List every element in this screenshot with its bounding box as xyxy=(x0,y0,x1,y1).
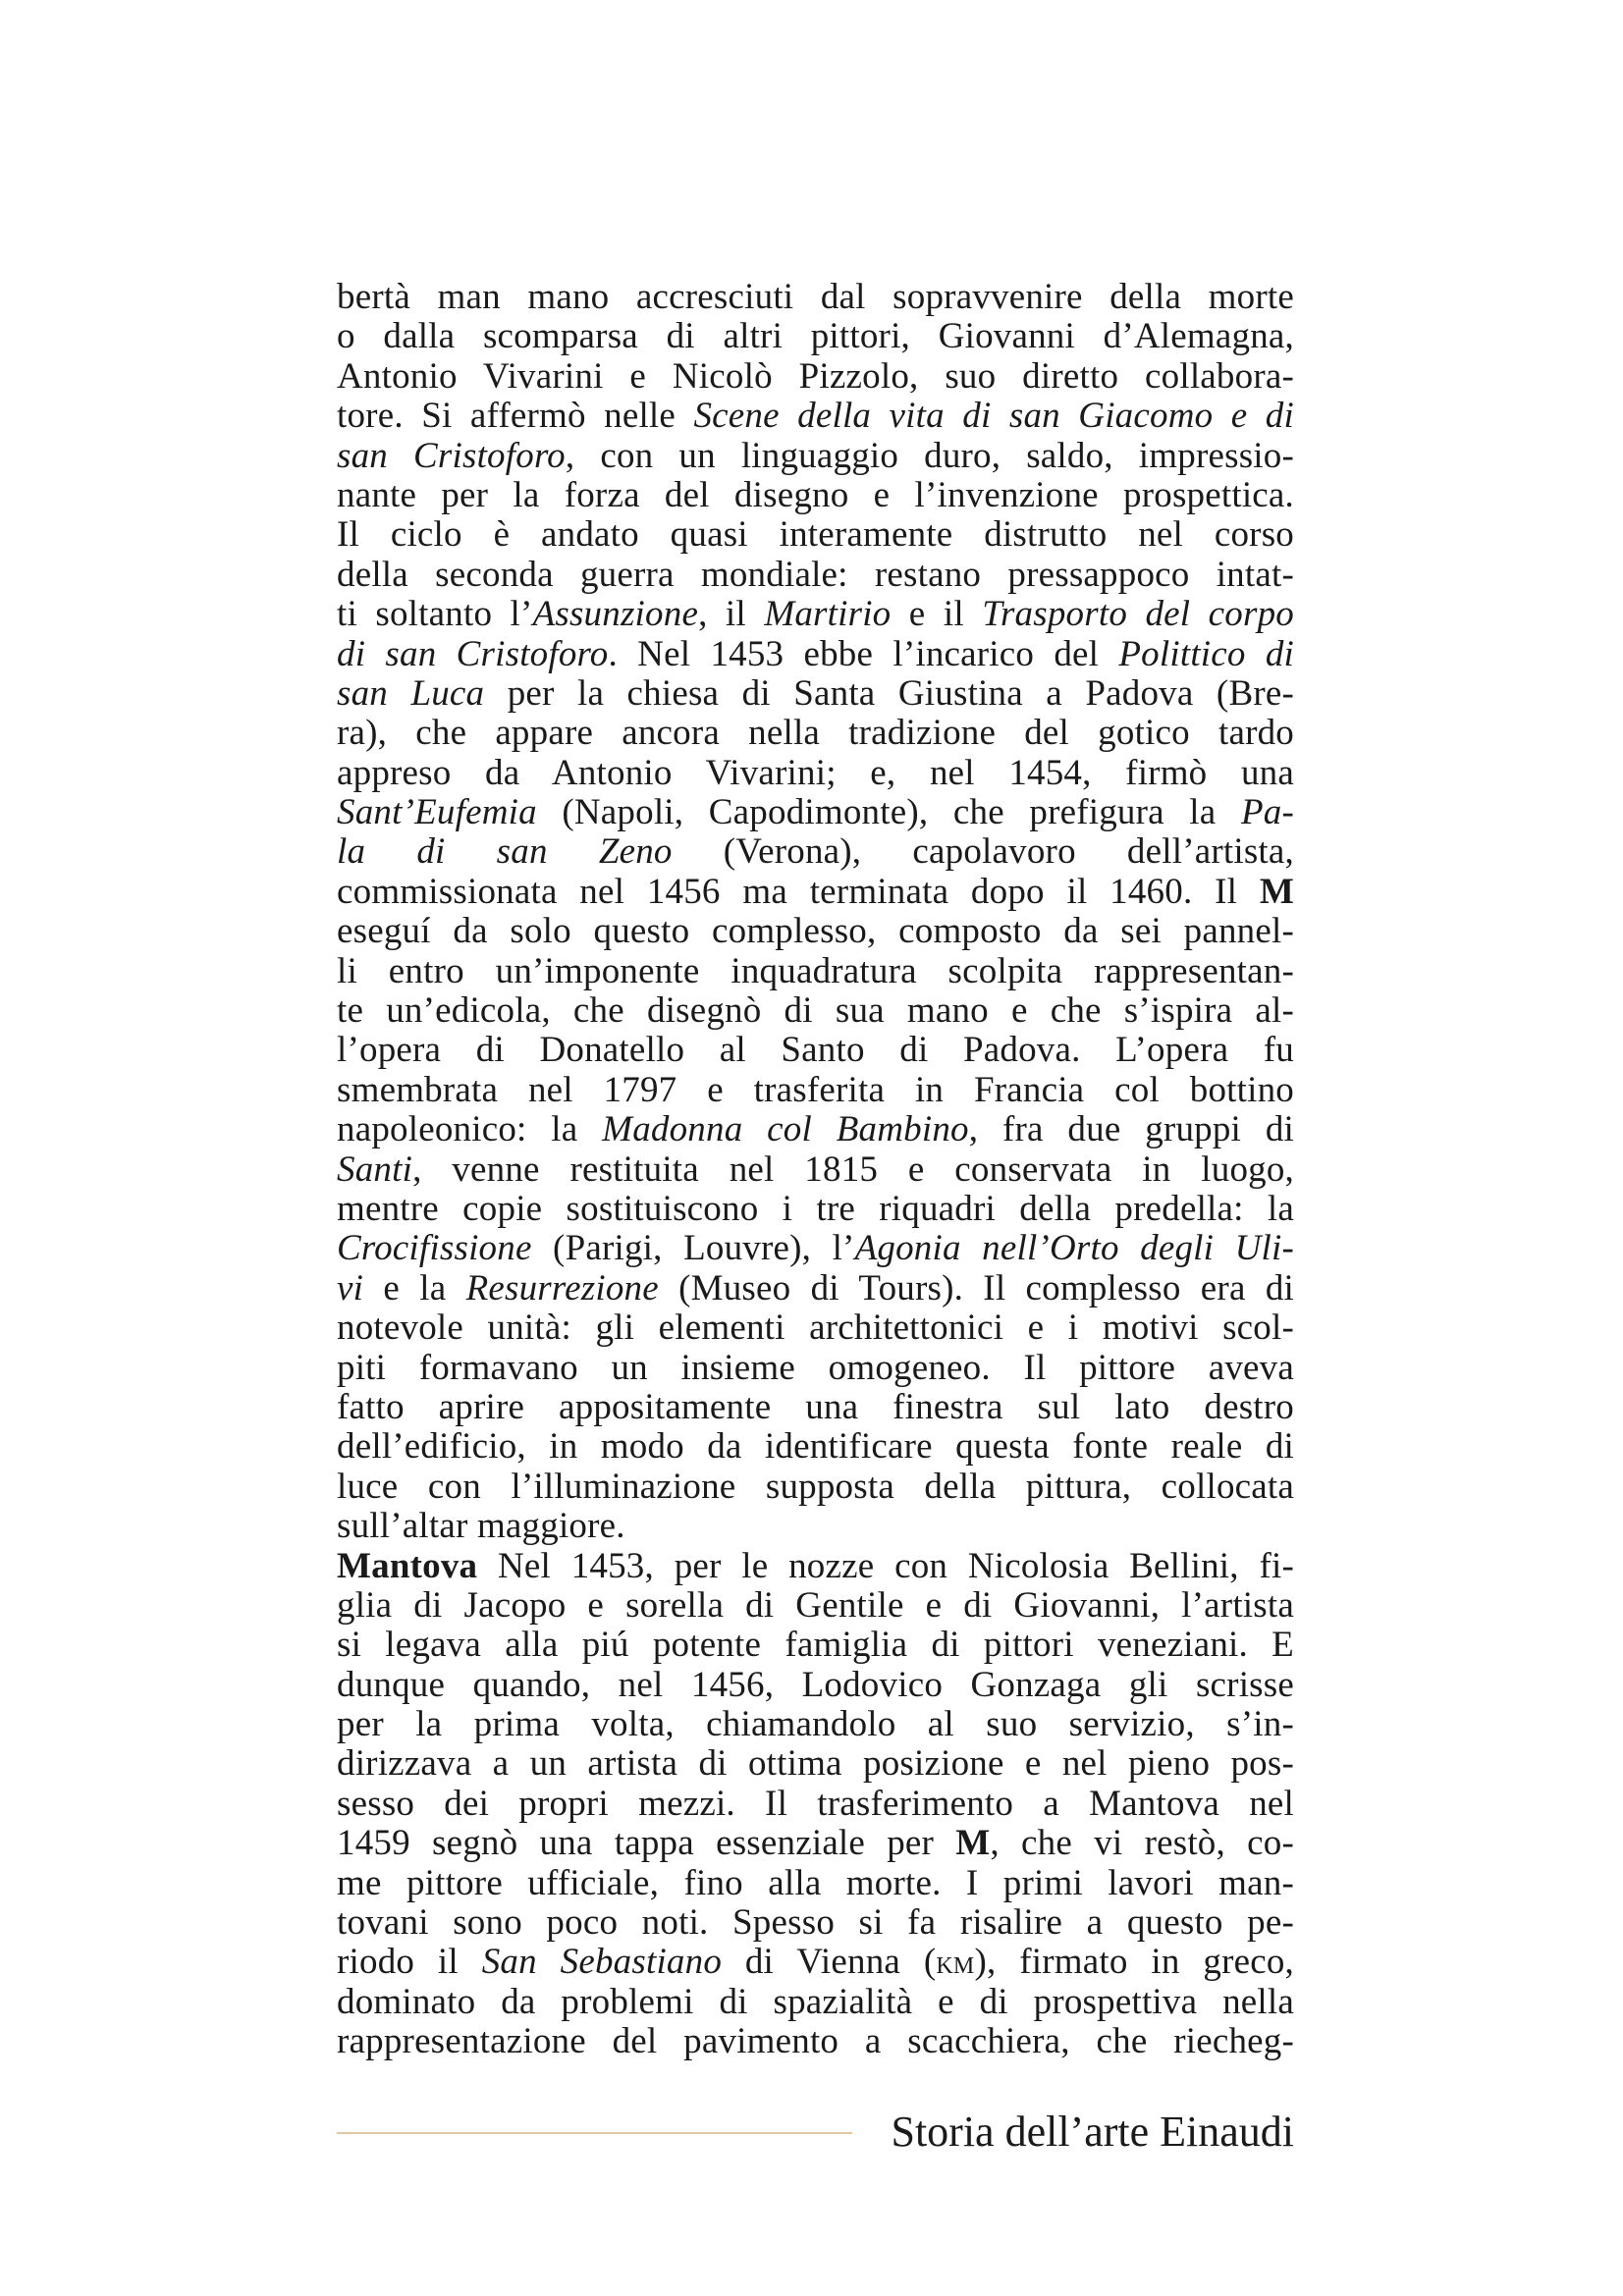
artwork-title: vi xyxy=(337,1267,364,1308)
artwork-title: Polittico di xyxy=(1118,633,1295,674)
text-line: glia di Jacopo e sorella di Gentile e di Giovanni, l’artista xyxy=(337,1584,1294,1626)
text-line: 1459 segnò una tappa essenziale per M, che vi restò, co- xyxy=(337,1823,1294,1864)
text-line: bertà man mano accresciuti dal sopravvenire della morte xyxy=(337,277,1294,317)
artwork-title: la di san Zeno xyxy=(337,831,673,873)
text-line: riodo il San Sebastiano di Vienna (km), firmato in greco, xyxy=(337,1942,1294,1983)
text-line: di san Cristoforo. Nel 1453 ebbe l’incarico del Polittico di xyxy=(337,633,1295,674)
text-line: dominato da problemi di spazialità e di prospettiva nella xyxy=(337,1981,1294,2022)
text-line: Mantova Nel 1453, per le nozze con Nicolosia Bellini, fi- xyxy=(337,1545,1294,1586)
artwork-title: Martirio xyxy=(764,594,892,635)
text-line: notevole unità: gli elementi architettonici e i motivi scol- xyxy=(337,1308,1294,1349)
artwork-title: Pa- xyxy=(1240,792,1294,833)
text-line: Crocifissione (Parigi, Louvre), l’Agonia nell’Orto degli Uli- xyxy=(337,1228,1294,1269)
section-heading: Mantova xyxy=(337,1545,478,1586)
text-line: te un’edicola, che disegnò di sua mano e che s’ispira al- xyxy=(337,990,1294,1032)
text-line: rappresentazione del pavimento a scacchiera, che riecheg- xyxy=(337,2021,1294,2062)
footer-title: Storia dell’arte Einaudi xyxy=(891,2108,1294,2156)
text-line: li entro un’imponente inquadratura scolpita rappresentan- xyxy=(337,950,1294,991)
text-line: per la prima volta, chiamandolo al suo servizio, s’in- xyxy=(337,1704,1294,1745)
artwork-title: Madonna col Bambino xyxy=(602,1109,969,1150)
text-line: si legava alla piú potente famiglia di pittori veneziani. E xyxy=(337,1625,1294,1666)
text-line: Sant’Eufemia (Napoli, Capodimonte), che prefigura la Pa- xyxy=(337,792,1294,833)
text-line: della seconda guerra mondiale: restano pressappoco intat- xyxy=(337,554,1294,595)
text-line: dirizzava a un artista di ottima posizione e nel pieno pos- xyxy=(337,1743,1294,1785)
text-line: Santi, venne restituita nel 1815 e conservata in luogo, xyxy=(337,1148,1294,1190)
text-line: napoleonico: la Madonna col Bambino, fra due gruppi di xyxy=(337,1109,1294,1150)
text-line: fatto aprire appositamente una finestra sul lato destro xyxy=(337,1386,1294,1427)
text-line: tore. Si affermò nelle Scene della vita di san Giacomo e di xyxy=(337,396,1294,437)
artwork-title: Assunzione xyxy=(532,594,699,635)
text-line: appreso da Antonio Vivarini; e, nel 1454, firmò una xyxy=(337,752,1294,793)
body-text xyxy=(337,278,1294,2062)
text-line: eseguí da solo questo complesso, composto da sei pannel- xyxy=(337,911,1294,952)
text-line: san Luca per la chiesa di Santa Giustina a Padova (Bre- xyxy=(337,672,1294,714)
artwork-title: di san Cristoforo xyxy=(337,633,609,674)
text-line: Il ciclo è andato quasi interamente distrutto nel corso xyxy=(337,514,1294,556)
artwork-title: Crocifissione xyxy=(337,1228,532,1269)
text-line: l’opera di Donatello al Santo di Padova. L’opera fu xyxy=(337,1030,1294,1071)
text-line: sesso dei propri mezzi. Il trasferimento a Mantova nel xyxy=(337,1783,1294,1824)
text-line: nante per la forza del disegno e l’invenzione prospettica. xyxy=(337,474,1294,515)
text-line: luce con l’illuminazione supposta della pittura, collocata xyxy=(337,1466,1294,1507)
artwork-title: Agonia nell’Orto degli Uli- xyxy=(854,1228,1294,1269)
text-line: ti soltanto l’Assunzione, il Martirio e il Trasporto del corpo xyxy=(337,594,1294,635)
text-line: commissionata nel 1456 ma terminata dopo il 1460. Il M xyxy=(337,871,1294,912)
artwork-title: Scene della vita di san Giacomo e di xyxy=(693,396,1294,437)
text-line: la di san Zeno (Verona), capolavoro dell’artista, xyxy=(337,831,1294,873)
text-line: piti formavano un insieme omogeneo. Il pittore aveva xyxy=(337,1347,1294,1388)
text-line: vi e la Resurrezione (Museo di Tours). Il complesso era di xyxy=(337,1267,1294,1308)
artwork-title: Santi xyxy=(337,1148,413,1190)
artwork-title: san Cristoforo xyxy=(337,435,566,476)
abbreviation: km xyxy=(936,1945,975,1982)
text-line: mentre copie sostituiscono i tre riquadri della predella: la xyxy=(337,1188,1294,1229)
text-line: sull’altar maggiore. xyxy=(337,1506,625,1547)
text-line: Antonio Vivarini e Nicolò Pizzolo, suo diretto collabora- xyxy=(337,355,1294,397)
artwork-title: San Sebastiano xyxy=(481,1942,723,1983)
text-line: ra), che appare ancora nella tradizione del gotico tardo xyxy=(337,713,1294,754)
text-line: me pittore ufficiale, fino alla morte. I primi lavori man- xyxy=(337,1862,1294,1903)
text-line: smembrata nel 1797 e trasferita in Francia col bottino xyxy=(337,1069,1294,1110)
text-line: o dalla scomparsa di altri pittori, Giovanni d’Alemagna, xyxy=(337,316,1294,357)
footer-rule xyxy=(337,2132,852,2134)
artwork-title: Sant’Eufemia xyxy=(337,792,537,833)
text-line: dunque quando, nel 1456, Lodovico Gonzaga gli scrisse xyxy=(337,1664,1294,1705)
artwork-title: Trasporto del corpo xyxy=(982,594,1294,635)
text-line: tovani sono poco noti. Spesso si fa risalire a questo pe- xyxy=(337,1902,1294,1944)
artist-initial: M xyxy=(955,1823,991,1864)
text-line: san Cristoforo, con un linguaggio duro, saldo, impressio- xyxy=(337,435,1294,476)
artist-initial: M xyxy=(1259,871,1294,912)
artwork-title: san Luca xyxy=(337,672,485,714)
text-line: dell’edificio, in modo da identificare questa fonte reale di xyxy=(337,1426,1294,1468)
artwork-title: Resurrezione xyxy=(465,1267,659,1308)
